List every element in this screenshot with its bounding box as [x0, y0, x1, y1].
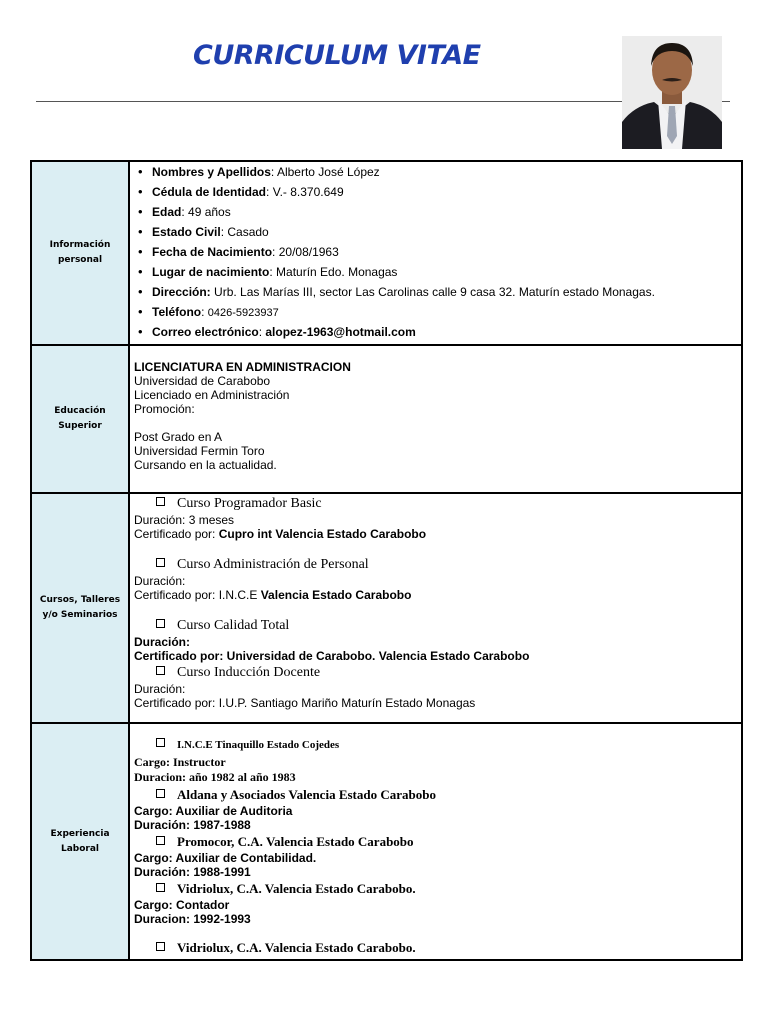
checkbox-icon [156, 789, 165, 798]
list-item [134, 222, 737, 242]
list-item [134, 242, 737, 262]
list-item [134, 182, 737, 202]
courses-label [31, 493, 129, 723]
field-key: Lugar de nacimiento [152, 265, 270, 279]
field-key: Fecha de Nacimiento [152, 245, 273, 259]
field-value: V.- 8.370.649 [272, 185, 344, 199]
experience-row [31, 723, 742, 960]
profile-photo [622, 36, 722, 149]
job-duration: Duración: 1987-1988 [134, 818, 251, 832]
email-link[interactable]: alopez-1963@hotmail.com [265, 325, 416, 339]
education-content [129, 345, 742, 493]
field-sep: : [266, 185, 273, 199]
label-line: Laboral [60, 843, 100, 854]
courses-content [129, 493, 742, 723]
course-title: Curso Inducción Docente [134, 663, 737, 682]
label-line: personal [57, 255, 103, 265]
field-key: Cédula de Identidad [152, 185, 267, 199]
education-row [31, 345, 742, 493]
job-role: Cargo: Instructor [134, 755, 226, 769]
field-key: Teléfono [152, 305, 202, 319]
list-item [134, 262, 737, 282]
personal-info-list [134, 162, 737, 342]
field-sep: : [220, 225, 228, 239]
checkbox-icon [156, 836, 165, 845]
course-title: Curso Calidad Total [134, 616, 737, 635]
field-sep: : [201, 305, 208, 319]
job-duration: Duracion: 1992-1993 [134, 912, 251, 926]
course-title: Curso Programador Basic [134, 494, 737, 513]
job-title: Aldana y Asociados Valencia Estado Carabobo [134, 785, 737, 804]
label-line: Experiencia [50, 828, 110, 839]
course-certifier: Certificado por: I.U.P. Santiago Mariño Maturín Estado Monagas [134, 696, 476, 710]
list-item [134, 322, 737, 342]
education-line: Licenciado en Administración [134, 388, 290, 402]
job-duration: Duración: 1988-1991 [134, 865, 251, 879]
label-line: y/o Seminarios [42, 610, 118, 620]
checkbox-icon [156, 738, 165, 747]
course-certifier: Certificado por: I.N.C.E Valencia Estado Carabobo [134, 588, 412, 602]
job-duration: Duracion: año 1982 al año 1983 [134, 770, 296, 784]
label-line: Información [49, 240, 111, 250]
course-duration: Duración: [134, 682, 186, 696]
checkbox-icon [156, 619, 165, 628]
job-title: Promocor, C.A. Valencia Estado Carabobo [134, 832, 737, 851]
checkbox-icon [156, 558, 165, 567]
label-line: Cursos, Talleres [39, 595, 121, 605]
label-line: Educación [54, 406, 106, 416]
field-value: 20/08/1963 [278, 245, 339, 259]
field-sep: : [258, 325, 266, 339]
education-line: Cursando en la actualidad. [134, 458, 277, 472]
field-sep: : [270, 165, 277, 179]
field-value: Maturín Edo. Monagas [276, 265, 398, 279]
courses-row [31, 493, 742, 723]
list-item [134, 162, 737, 182]
education-label [31, 345, 129, 493]
course-duration: Duración: [134, 635, 191, 649]
course-duration: Duración: [134, 574, 186, 588]
field-value: Urb. Las Marías III, sector Las Carolinas calle 9 casa 32. Maturín estado Monagas. [214, 285, 655, 299]
job-title: I.N.C.E Tinaquillo Estado Cojedes [134, 736, 737, 755]
course-duration: Duración: 3 meses [134, 513, 235, 527]
field-key: Edad [152, 205, 182, 219]
field-value: 49 años [188, 205, 231, 219]
job-title: Vidriolux, C.A. Valencia Estado Carabobo. [134, 879, 737, 898]
degree-heading: LICENCIATURA EN ADMINISTRACION [134, 360, 351, 374]
field-sep: : [181, 205, 189, 219]
job-role: Cargo: Auxiliar de Contabilidad. [134, 851, 317, 865]
course-title: Curso Administración de Personal [134, 555, 737, 574]
education-line: Universidad de Carabobo [134, 374, 271, 388]
field-key: Dirección: [152, 285, 211, 299]
personal-info-label [31, 161, 129, 345]
job-title: Vidriolux, C.A. Valencia Estado Carabobo. [134, 938, 737, 957]
field-value: Casado [227, 225, 269, 239]
list-item [134, 282, 737, 302]
cv-table [30, 160, 743, 961]
personal-info-row [31, 161, 742, 345]
education-line: Promoción: [134, 402, 195, 416]
field-sep: : [272, 245, 279, 259]
course-certifier: Certificado por: Cupro int Valencia Estado Carabobo [134, 527, 427, 541]
field-value: 0426-5923937 [207, 307, 279, 319]
job-role: Cargo: Auxiliar de Auditoria [134, 804, 293, 818]
field-value: Alberto José López [276, 165, 380, 179]
label-line: Superior [58, 421, 102, 431]
experience-content [129, 723, 742, 960]
checkbox-icon [156, 883, 165, 892]
field-key: Nombres y Apellidos [152, 165, 271, 179]
field-key: Estado Civil [152, 225, 221, 239]
job-role: Cargo: Contador [134, 898, 230, 912]
checkbox-icon [156, 497, 165, 506]
field-sep: : [269, 265, 277, 279]
checkbox-icon [156, 666, 165, 675]
checkbox-icon [156, 942, 165, 951]
course-certifier: Certificado por: Universidad de Carabobo. Valencia Estado Carabobo [134, 649, 530, 663]
experience-label [31, 723, 129, 960]
list-item [134, 302, 737, 322]
list-item [134, 202, 737, 222]
personal-info-content [129, 161, 742, 345]
field-key: Correo electrónico [152, 325, 259, 339]
education-line: Post Grado en A [134, 430, 223, 444]
page-title: CURRICULUM VITAE [193, 40, 481, 71]
portrait-image [622, 36, 722, 149]
education-line: Universidad Fermin Toro [134, 444, 265, 458]
